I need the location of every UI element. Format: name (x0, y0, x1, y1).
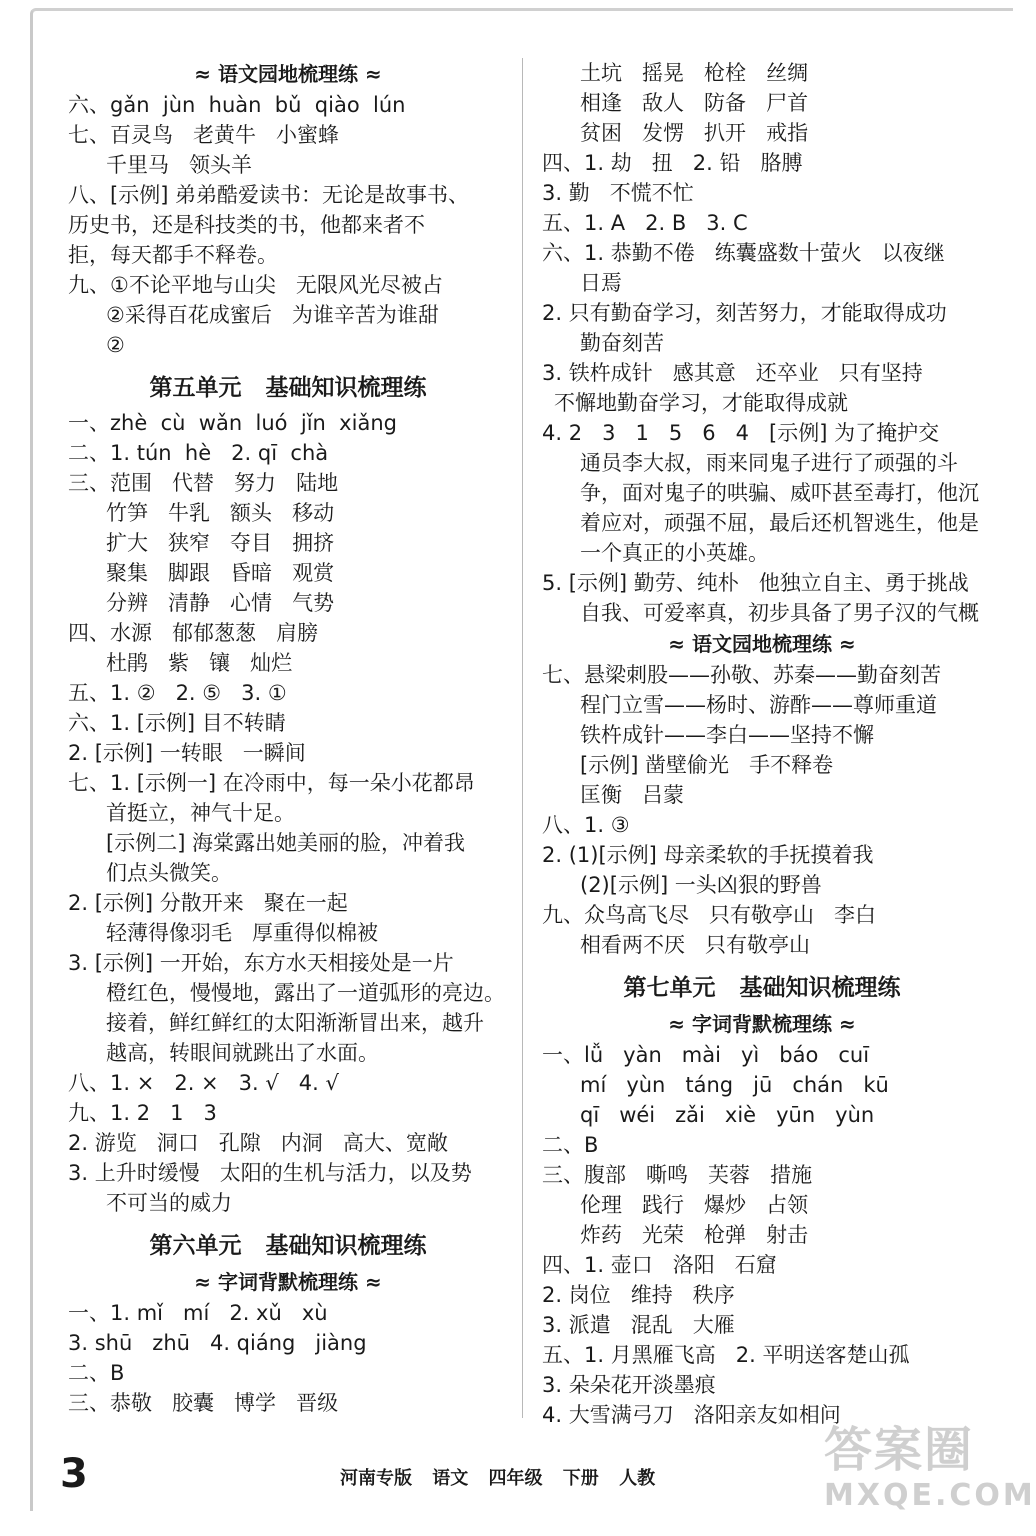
answer-line: 4. 大雪满弓刀 洛阳亲友如相问 (542, 1403, 841, 1427)
answer-line: 相逢 敌人 防备 尸首 (580, 91, 809, 115)
answer-line: 2. 岗位 维持 秩序 (542, 1283, 735, 1307)
answer-line: 炸药 光荣 枪弹 射击 (580, 1223, 809, 1247)
column-divider (522, 58, 523, 1418)
watermark-url: MXQE.COM (824, 1478, 1036, 1513)
footer-edition-info: 河南专版 语文 四年级 下册 人教 (340, 1468, 656, 1489)
answer-line: 七、悬梁刺股——孙敬、苏秦——勤奋刻苦 (542, 663, 941, 687)
answer-line: 聚集 脚跟 昏暗 观赏 (106, 561, 335, 585)
answer-line: 九、众鸟高飞尽 只有敬亭山 李白 (542, 903, 877, 927)
answer-line: 八、1. × 2. × 3. √ 4. √ (68, 1071, 339, 1095)
answer-line: 三、恭敬 胶囊 博学 晋级 (68, 1391, 339, 1415)
answer-line: 们点头微笑。 (106, 861, 232, 885)
answer-line: 二、B (542, 1133, 599, 1157)
answer-line: 3. [示例] 一开始，东方水天相接处是一片 (68, 951, 454, 975)
answer-line: 一、1. mǐ mí 2. xǔ xù (68, 1301, 328, 1325)
answer-line: 着应对，顽强不屈，最后还机智逃生，他是 (580, 511, 979, 535)
answer-line: 4. 2 3 1 5 6 4 [示例] 为了掩护交 (542, 421, 940, 445)
answer-line: 日焉 (580, 271, 622, 295)
answer-line: 3. shū zhū 4. qiáng jiàng (68, 1331, 367, 1355)
answer-line: 扩大 狭窄 夺目 拥挤 (106, 531, 335, 555)
answer-line: 五、1. A 2. B 3. C (542, 211, 748, 235)
answer-line: qī wéi zǎi xiè yūn yùn (580, 1103, 875, 1127)
answer-line: (2)[示例] 一头凶狠的野兽 (580, 873, 822, 897)
answer-line: 六、1. 恭勤不倦 练囊盛数十萤火 以夜继 (542, 241, 945, 265)
answer-line: 一、lǚ yàn mài yì báo cuī (542, 1043, 870, 1067)
answer-line: 2. (1)[示例] 母亲柔软的手抚摸着我 (542, 843, 874, 867)
answer-line: 争，面对鬼子的哄骗、威吓甚至毒打，他沉 (580, 481, 979, 505)
unit-heading: 第六单元 基础知识梳理练 (149, 1233, 427, 1259)
answer-line: ② (106, 333, 125, 357)
answer-line: 四、1. 壶口 洛阳 石窟 (542, 1253, 777, 1277)
left-column (68, 58, 508, 1418)
answer-line: 七、百灵鸟 老黄牛 小蜜蜂 (68, 123, 340, 147)
answer-line: 伦理 践行 爆炒 占领 (580, 1193, 809, 1217)
answer-line: 历史书，还是科技类的书，他都来者不 (68, 213, 425, 237)
answer-line: 自我、可爱率真，初步具备了男子汉的气概 (580, 601, 979, 625)
answer-line: 3. 派遣 混乱 大雁 (542, 1313, 735, 1337)
answer-line: 六、1. [示例] 目不转睛 (68, 711, 286, 735)
answer-line: 接着，鲜红鲜红的太阳渐渐冒出来，越升 (106, 1011, 484, 1035)
answer-line: 竹笋 牛乳 额头 移动 (106, 501, 335, 525)
section-subtitle: ≈ 字词背默梳理练 ≈ (194, 1270, 382, 1294)
answer-line: 匡衡 吕蒙 (580, 783, 685, 807)
answer-line: 拒，每天都手不释卷。 (68, 243, 278, 267)
answer-line: 2. [示例] 一转眼 一瞬间 (68, 741, 306, 765)
answer-line: 橙红色，慢慢地，露出了一道弧形的亮边。 (106, 981, 505, 1005)
answer-line: 越高，转眼间就跳出了水面。 (106, 1041, 379, 1065)
answer-line: [示例二] 海棠露出她美丽的脸，冲着我 (106, 831, 466, 855)
answer-line: 2. [示例] 分散开来 聚在一起 (68, 891, 348, 915)
section-subtitle: ≈ 语文园地梳理练 ≈ (668, 632, 856, 656)
answer-line: 通员李大叔，雨来同鬼子进行了顽强的斗 (580, 451, 958, 475)
answer-line: 3. 铁杵成针 感其意 还卒业 只有坚持 (542, 361, 923, 385)
answer-line: 分辨 清静 心情 气势 (106, 591, 335, 615)
section-subtitle: ≈ 语文园地梳理练 ≈ (194, 62, 382, 86)
answer-line: 千里马 领头羊 (106, 153, 253, 177)
right-column (542, 58, 982, 1430)
answer-line: [示例] 凿壁偷光 手不释卷 (580, 753, 834, 777)
answer-line: 3. 勤 不慌不忙 (542, 181, 694, 205)
answer-line: 轻薄得像羽毛 厚重得似棉被 (106, 921, 379, 945)
answer-line: 首挺立，神气十足。 (106, 801, 295, 825)
answer-line: 3. 朵朵花开淡墨痕 (542, 1373, 716, 1397)
answer-line: 5. [示例] 勤劳、纯朴 他独立自主、勇于挑战 (542, 571, 969, 595)
answer-line: 五、1. ② 2. ⑤ 3. ① (68, 681, 287, 705)
answer-line: mí yùn táng jū chán kū (580, 1073, 889, 1097)
answer-line: 勤奋刻苦 (580, 331, 664, 355)
answer-line: 二、B (68, 1361, 125, 1385)
answer-line: 二、1. tún hè 2. qī chà (68, 441, 329, 465)
answer-line: 不懈地勤奋学习，才能取得成就 (554, 391, 848, 415)
answer-line: ②采得百花成蜜后 为谁辛苦为谁甜 (106, 303, 439, 327)
answer-line: 四、1. 劫 扭 2. 铅 胳膊 (542, 151, 803, 175)
watermark-logo (824, 1422, 1036, 1522)
answer-line: 五、1. 月黑雁飞高 2. 平明送客楚山孤 (542, 1343, 910, 1367)
answer-line: 六、gǎn jùn huàn bǔ qiào lún (68, 93, 406, 117)
answer-line: 3. 上升时缓慢 太阳的生机与活力，以及势 (68, 1161, 472, 1185)
answer-line: 九、①不论平地与山尖 无限风光尽被占 (68, 273, 443, 297)
answer-line: 四、水源 郁郁葱葱 肩膀 (68, 621, 319, 645)
answer-line: 七、1. [示例一] 在冷雨中，每一朵小花都昂 (68, 771, 475, 795)
answer-line: 2. 只有勤奋学习，刻苦努力，才能取得成功 (542, 301, 947, 325)
answer-line: 土坑 摇晃 枪栓 丝绸 (580, 61, 809, 85)
answer-line: 相看两不厌 只有敬亭山 (580, 933, 811, 957)
answer-line: 八、[示例] 弟弟酷爱读书：无论是故事书、 (68, 183, 470, 207)
answer-line: 一、zhè cù wǎn luó jǐn xiǎng (68, 411, 397, 435)
answer-line: 程门立雪——杨时、游酢——尊师重道 (580, 693, 937, 717)
unit-heading: 第五单元 基础知识梳理练 (149, 375, 427, 401)
section-subtitle: ≈ 字词背默梳理练 ≈ (668, 1012, 856, 1036)
answer-line: 八、1. ③ (542, 813, 630, 837)
page-number: 3 (60, 1451, 88, 1497)
answer-line: 铁杵成针——李白——坚持不懈 (580, 723, 874, 747)
unit-heading: 第七单元 基础知识梳理练 (623, 975, 901, 1001)
answer-line: 不可当的威力 (106, 1191, 232, 1215)
answer-line: 三、腹部 嘶鸣 芙蓉 措施 (542, 1163, 813, 1187)
answer-line: 九、1. 2 1 3 (68, 1101, 217, 1125)
watermark-title: 答案圈 (824, 1422, 975, 1478)
answer-line: 三、范围 代替 努力 陆地 (68, 471, 339, 495)
answer-line: 一个真正的小英雄。 (580, 541, 769, 565)
answer-line: 杜鹃 紫 镶 灿烂 (106, 651, 293, 675)
answer-line: 2. 游览 洞口 孔隙 内洞 高大、宽敞 (68, 1131, 448, 1155)
answer-line: 贫困 发愣 扒开 戒指 (580, 121, 809, 145)
